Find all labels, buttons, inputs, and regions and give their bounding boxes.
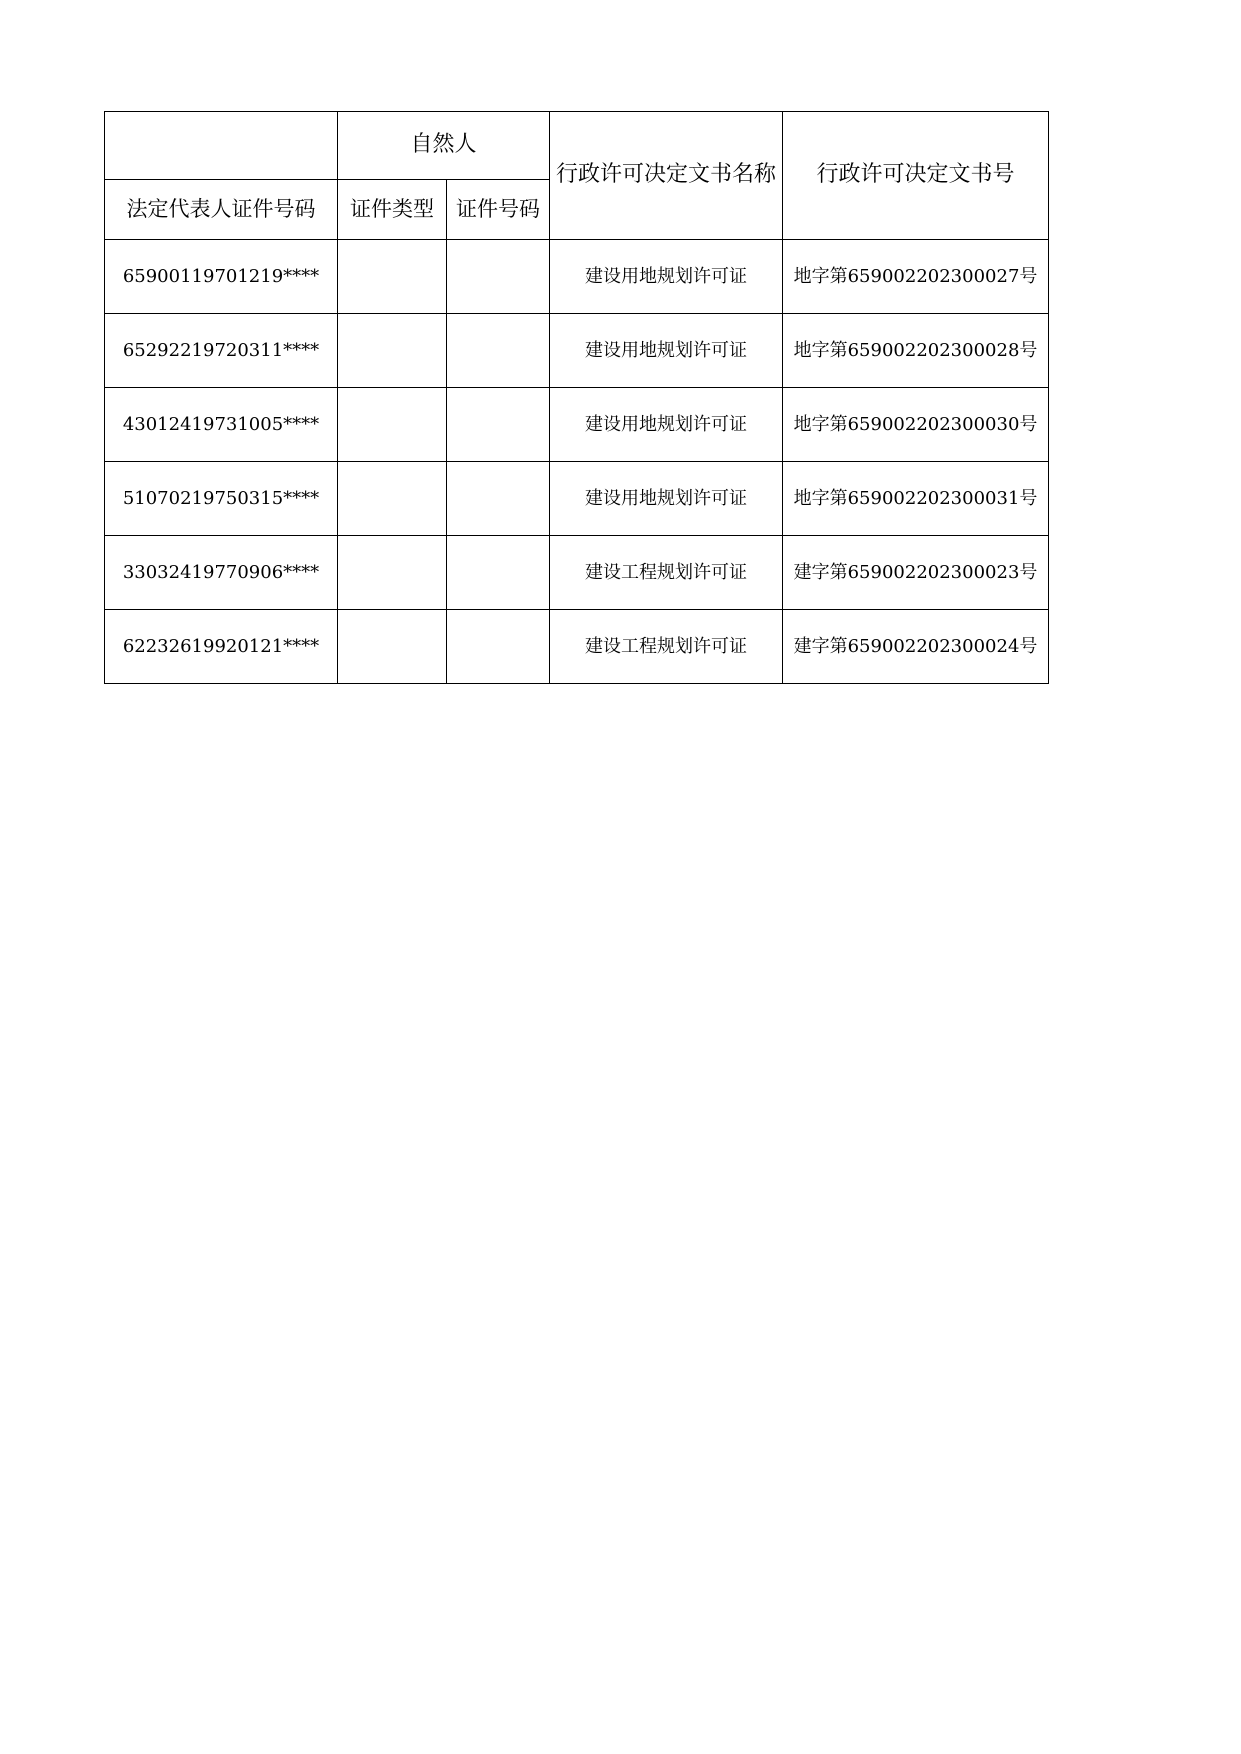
legal-rep-id-cell: 43012419731005**** [105,388,338,462]
decision-doc-name-header: 行政许可决定文书名称 [550,112,783,240]
legal-rep-id-cell: 33032419770906**** [105,536,338,610]
id-type-cell [338,536,447,610]
doc-number-cell: 地字第659002202300027号 [783,240,1049,314]
decision-doc-number-header: 行政许可决定文书号 [783,112,1049,240]
legal-rep-id-cell: 65900119701219**** [105,240,338,314]
table-row [105,314,1049,388]
doc-name-cell: 建设用地规划许可证 [550,462,783,536]
id-type-cell [338,610,447,684]
legal-rep-id-cell: 65292219720311**** [105,314,338,388]
header-blank-cell [105,112,338,180]
table-row [105,536,1049,610]
id-number-cell [447,240,550,314]
header-row-1 [105,112,1049,180]
natural-person-header: 自然人 [338,112,550,180]
id-number-cell [447,610,550,684]
doc-name-cell: 建设用地规划许可证 [550,388,783,462]
doc-number-cell: 地字第659002202300031号 [783,462,1049,536]
doc-number-cell: 建字第659002202300023号 [783,536,1049,610]
id-number-cell [447,462,550,536]
id-number-cell [447,536,550,610]
id-type-cell [338,388,447,462]
legal-rep-id-cell: 62232619920121**** [105,610,338,684]
doc-number-cell: 建字第659002202300024号 [783,610,1049,684]
doc-number-cell: 地字第659002202300028号 [783,314,1049,388]
doc-name-cell: 建设用地规划许可证 [550,240,783,314]
doc-name-cell: 建设用地规划许可证 [550,314,783,388]
id-type-cell [338,240,447,314]
legal-rep-id-header: 法定代表人证件号码 [105,180,338,240]
id-type-cell [338,462,447,536]
doc-number-cell: 地字第659002202300030号 [783,388,1049,462]
id-type-header: 证件类型 [338,180,447,240]
table-row [105,388,1049,462]
table-row [105,610,1049,684]
id-type-cell [338,314,447,388]
id-number-cell [447,314,550,388]
permit-table [104,111,1049,684]
table-row [105,240,1049,314]
doc-name-cell: 建设工程规划许可证 [550,536,783,610]
id-number-cell [447,388,550,462]
table-row [105,462,1049,536]
doc-name-cell: 建设工程规划许可证 [550,610,783,684]
id-number-header: 证件号码 [447,180,550,240]
legal-rep-id-cell: 51070219750315**** [105,462,338,536]
